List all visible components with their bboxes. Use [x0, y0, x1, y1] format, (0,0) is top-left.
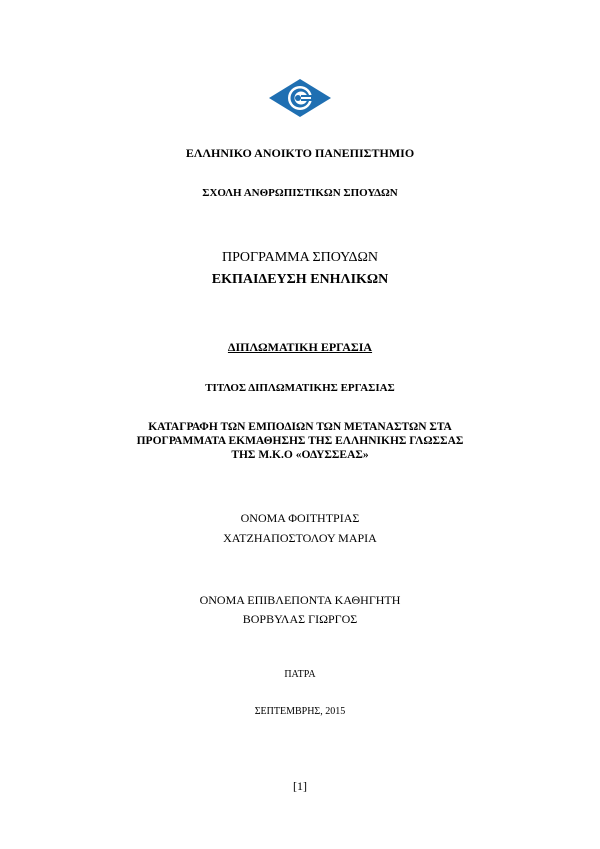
university-logo-icon [268, 78, 332, 118]
university-name: ΕΛΛΗΝΙΚΟ ΑΝΟΙΚΤΟ ΠΑΝΕΠΙΣΤΗΜΙΟ [185, 146, 415, 160]
student-label: ΟΝΟΜΑ ΦΟΙΤΗΤΡΙΑΣ [240, 511, 360, 525]
document-type: ΔΙΠΛΩΜΑΤΙΚΗ ΕΡΓΑΣΙΑ [227, 340, 373, 354]
thesis-title-line-1: ΚΑΤΑΓΡΑΦΗ ΤΩΝ ΕΜΠΟΔΙΩΝ ΤΩΝ ΜΕΤΑΝΑΣΤΩΝ ΣΤΑ [148, 421, 452, 433]
program-name: ΕΚΠΑΙΔΕΥΣΗ ΕΝΗΛΙΚΩΝ [211, 272, 389, 287]
page-number: [1] [293, 779, 307, 793]
date: ΣΕΠΤΕΜΒΡΗΣ, 2015 [254, 706, 346, 717]
thesis-title-line-3: ΤΗΣ Μ.Κ.Ο «ΟΔΥΣΣΕΑΣ» [231, 449, 369, 461]
supervisor-label: ΟΝΟΜΑ ΕΠΙΒΛΕΠΟΝΤΑ ΚΑΘΗΓΗΤΗ [199, 593, 401, 607]
city: ΠΑΤΡΑ [284, 669, 316, 680]
thesis-title-line-2: ΠΡΟΓΡΑΜΜΑΤΑ ΕΚΜΑΘΗΣΗΣ ΤΗΣ ΕΛΛΗΝΙΚΗΣ ΓΛΩΣΣΑΣ [136, 435, 464, 447]
supervisor-name: ΒΟΡΒΥΛΑΣ ΓΙΩΡΓΟΣ [242, 612, 358, 626]
student-name: ΧΑΤΖΗΑΠΟΣΤΟΛΟΥ ΜΑΡΙΑ [223, 531, 377, 545]
thesis-title-heading: ΤΙΤΛΟΣ ΔΙΠΛΩΜΑΤΙΚΗΣ ΕΡΓΑΣΙΑΣ [205, 382, 395, 394]
program-heading: ΠΡΟΓΡΑΜΜΑ ΣΠΟΥΔΩΝ [221, 250, 378, 265]
school-name: ΣΧΟΛΗ ΑΝΘΡΩΠΙΣΤΙΚΩΝ ΣΠΟΥΔΩΝ [202, 187, 398, 199]
